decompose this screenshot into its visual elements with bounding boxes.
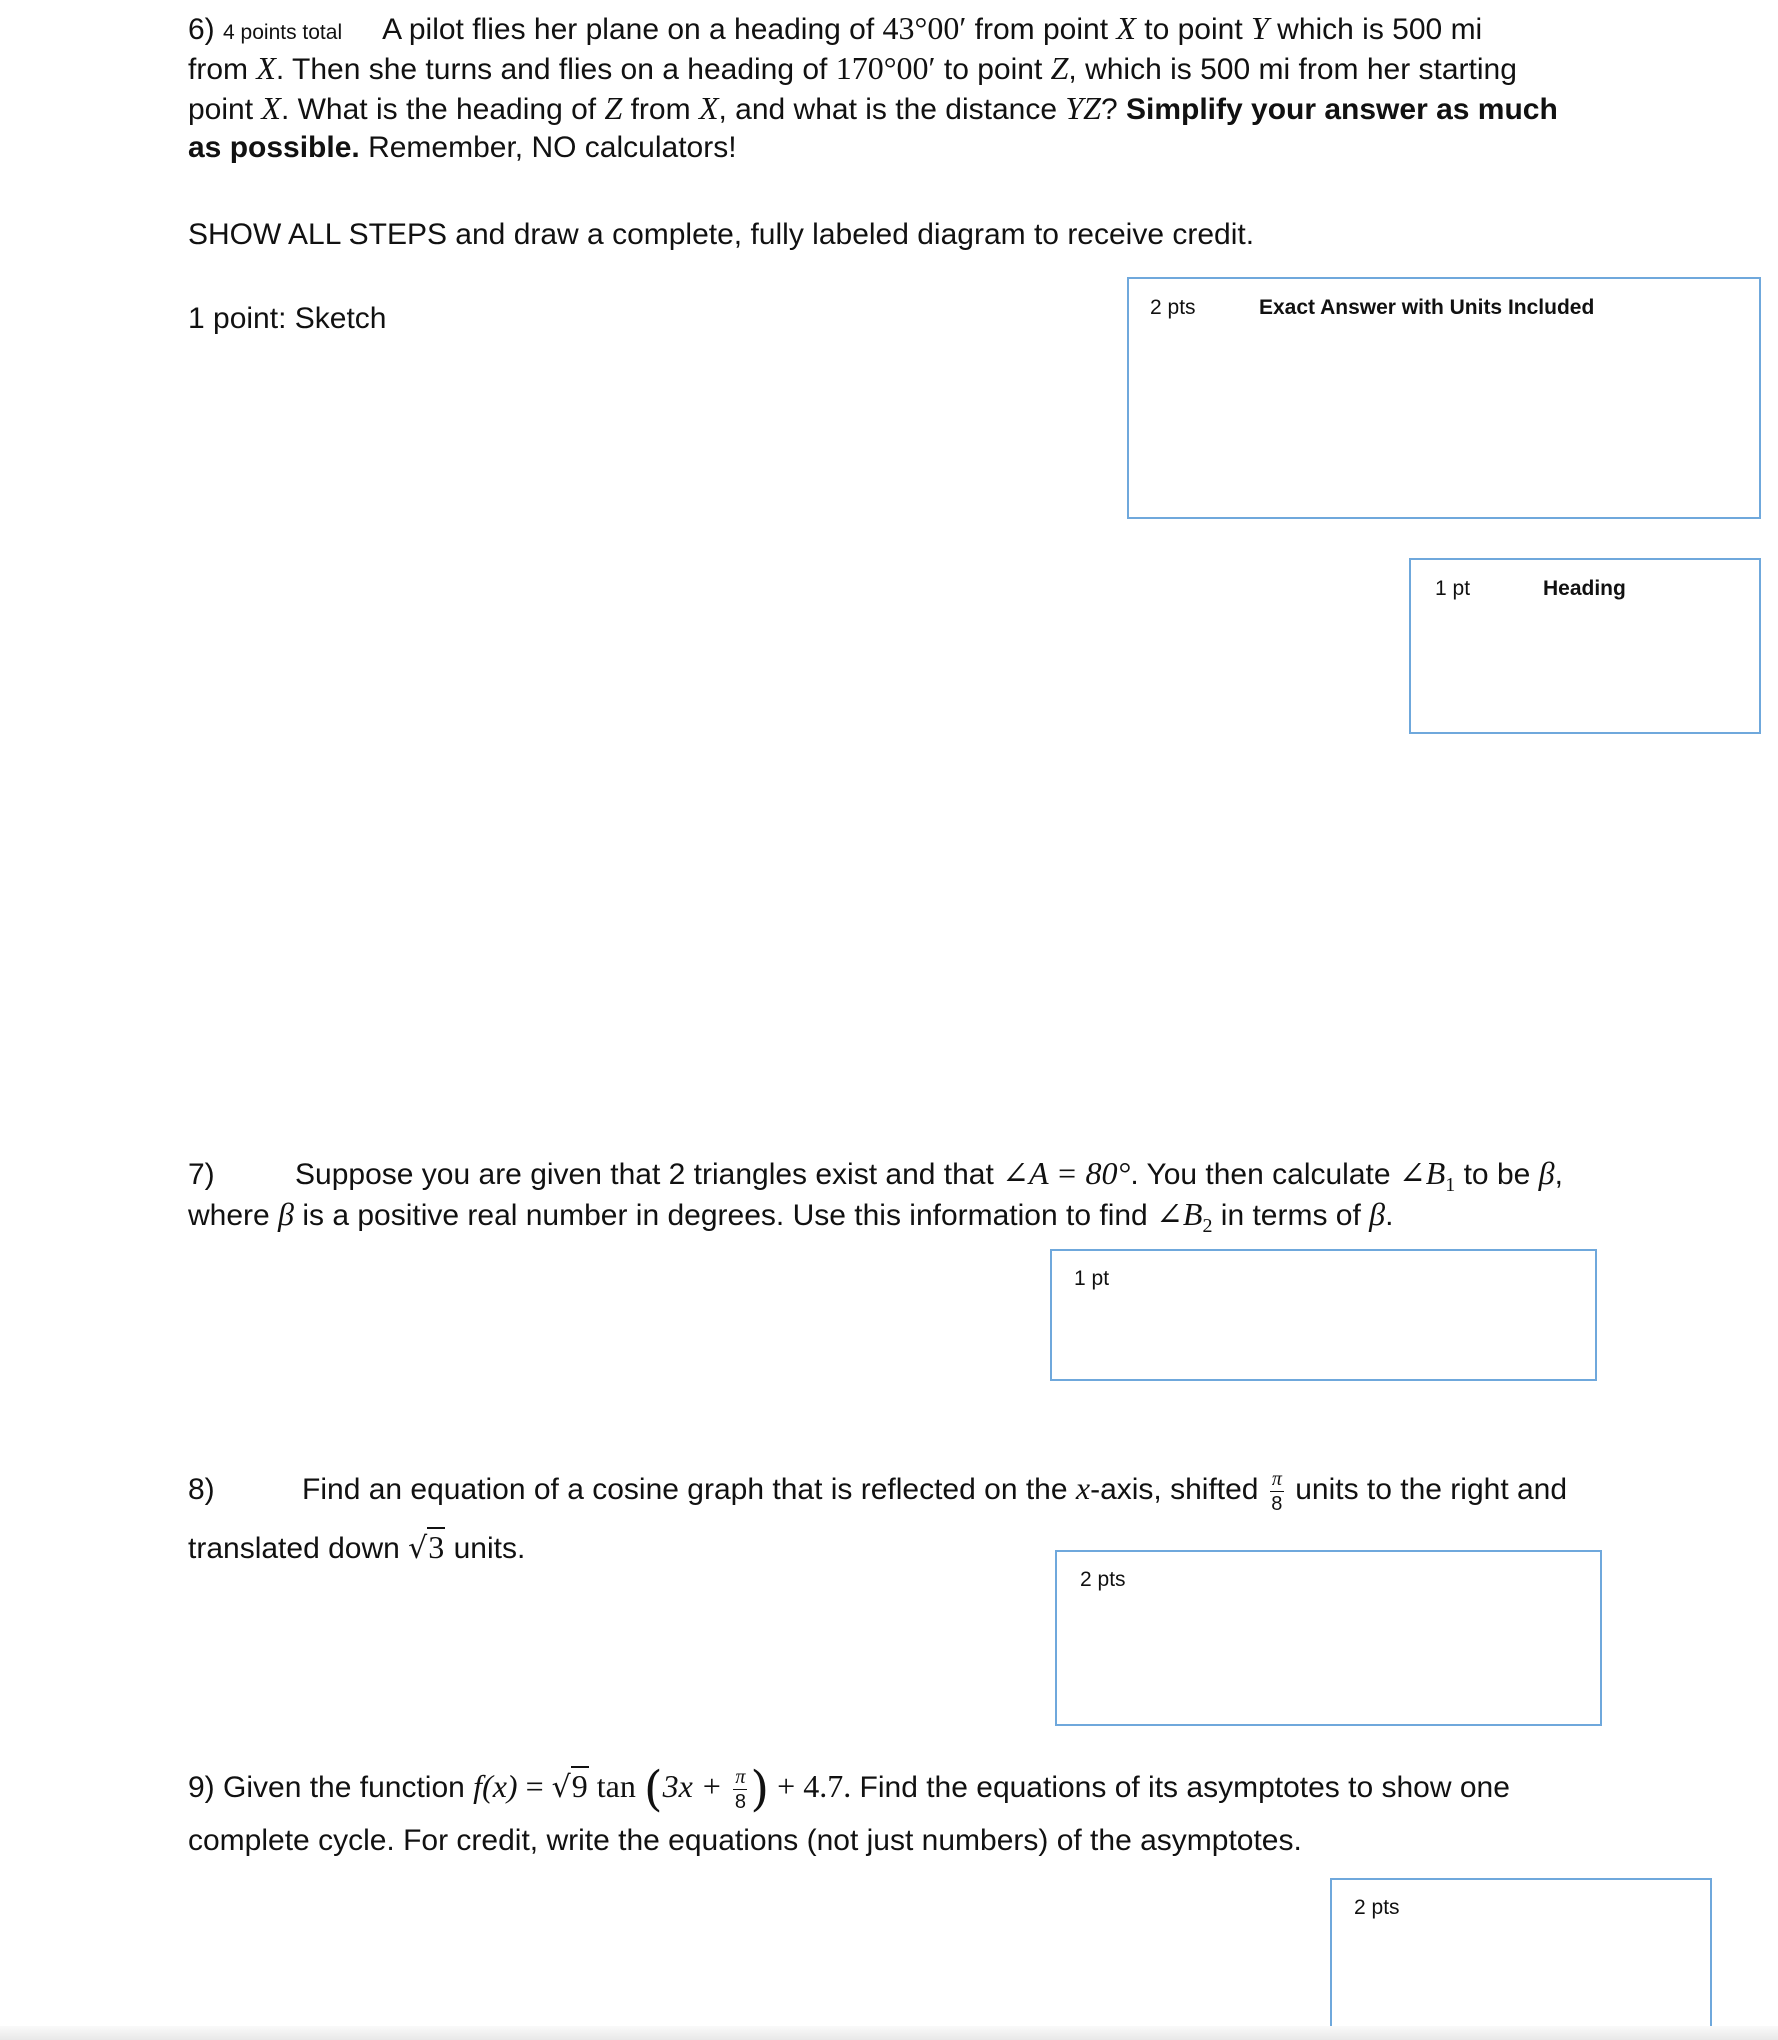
q6-answer-box-title: Exact Answer with Units Included (1259, 296, 1595, 319)
q7-line-2: where β is a positive real number in degrees. Use this information to find $\angle B_2$ in terms of β. (188, 1196, 1394, 1237)
q9-line-1: 9) Given the function f(x) = √9 tan (3x + $\frac{\pi}{8}$ ) + 4.7. Find the equations of its asymptotes to show one (188, 1761, 1510, 1818)
page-bottom-edge (0, 2026, 1778, 2040)
q9-answer-box[interactable] (1330, 1878, 1712, 2032)
q6-line-2: from X. Then she turns and flies on a heading of 170°00′ to point Z, which is 500 mi from her starting (188, 50, 1517, 86)
q6-answer-box-points: 2 pts (1150, 296, 1196, 319)
q6-heading-1: 43°00′ (882, 10, 967, 46)
q8-line-2: translated down √3 units. (188, 1527, 525, 1570)
q8-pi-over-8: $\frac{\pi}{8}$ (1271, 1467, 1283, 1515)
q6-heading-box-title: Heading (1543, 577, 1626, 600)
q9-sqrt-9: √9 (551, 1768, 588, 1805)
q6-line-3: point X. What is the heading of Z from X, and what is the distance YZ? Simplify your answer as much (188, 90, 1558, 126)
q6-heading-box[interactable] (1409, 558, 1761, 734)
q8-sqrt-3: √3 (408, 1529, 445, 1566)
q6-answer-box[interactable] (1127, 277, 1761, 519)
q6-text: A pilot flies her plane on a heading of (382, 13, 883, 46)
q6-number: 6) (188, 13, 215, 46)
q6-points-total: 4 points total (223, 21, 343, 44)
q8-answer-box[interactable] (1055, 1550, 1602, 1726)
q6-line-4: as possible. Remember, NO calculators! (188, 131, 737, 164)
q9-line-2: complete cycle. For credit, write the equations (not just numbers) of the asymptotes. (188, 1824, 1302, 1857)
q6-instruction: SHOW ALL STEPS and draw a complete, fully labeled diagram to receive credit. (188, 218, 1255, 251)
q9-answer-box-points: 2 pts (1354, 1896, 1400, 1919)
q9-text: 9) Given the function (188, 1771, 474, 1804)
q7-line-1: 7) Suppose you are given that 2 triangles exist and that ∠A = 80°. You then calculate $\angle B_1$ to be β, (188, 1155, 1563, 1196)
q8-line-1: 8) Find an equation of a cosine graph that is reflected on the x-axis, shifted $\frac{\pi}{8}$ units to the right and (188, 1467, 1568, 1515)
q6-sketch-label: 1 point: Sketch (188, 302, 387, 335)
q8-number: 8) (188, 1473, 215, 1506)
q7-answer-box-points: 1 pt (1074, 1267, 1110, 1290)
q6-heading-box-points: 1 pt (1435, 577, 1471, 600)
q8-answer-box-points: 2 pts (1080, 1568, 1126, 1591)
q9-pi-over-8: $\frac{\pi}{8}$ (734, 1765, 746, 1813)
q6-heading-2: 170°00′ (835, 50, 936, 86)
q9-function: f(x) (473, 1768, 518, 1804)
q7-answer-box[interactable] (1050, 1249, 1597, 1381)
q7-number: 7) (188, 1158, 215, 1191)
q7-angle-a: ∠A = 80° (1002, 1155, 1131, 1191)
q6-line-1: 6) 4 points total A pilot flies her plane on a heading of 43°00′ from point X to point Y which is 500 mi (188, 10, 1483, 46)
